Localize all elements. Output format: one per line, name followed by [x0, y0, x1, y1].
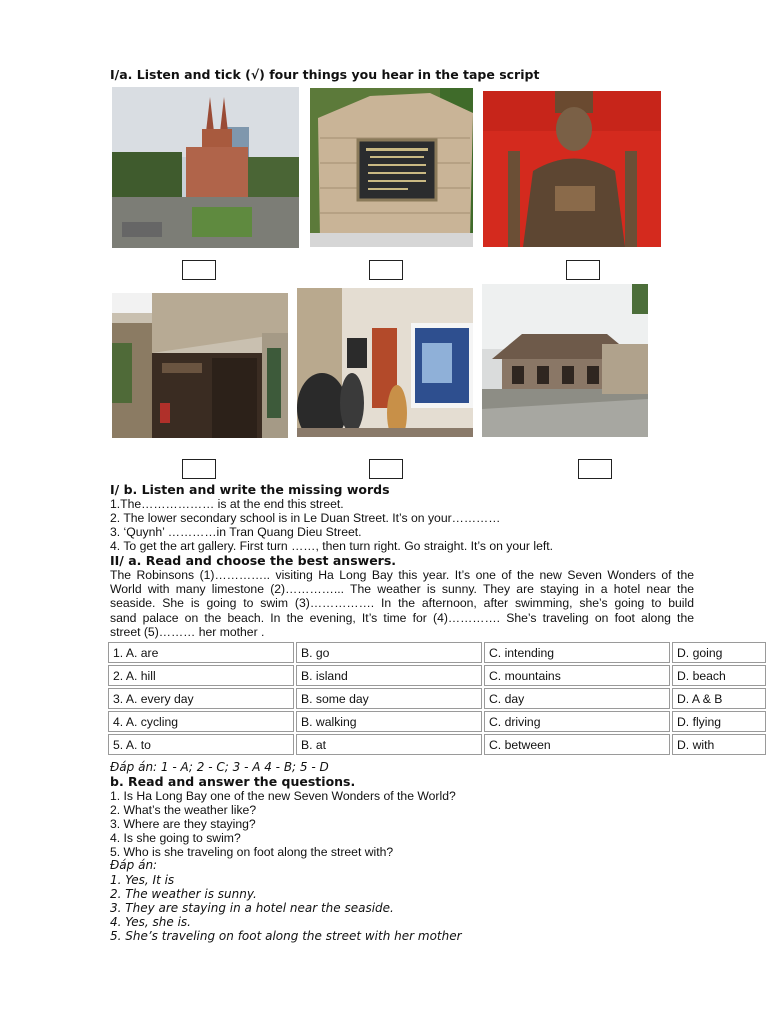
section-1a-heading: I/a. Listen and tick (√) four things you hear in the tape script [110, 67, 540, 82]
table-row [108, 688, 766, 709]
table-row [108, 734, 766, 755]
option-cell[interactable]: 5. A. to [108, 734, 294, 755]
question-1: 1. Is Ha Long Bay one of the new Seven Wonders of the World? [110, 789, 456, 803]
option-cell[interactable]: 3. A. every day [108, 688, 294, 709]
section-2a-heading: II/ a. Read and choose the best answers. [110, 553, 397, 568]
tick-box-5[interactable] [369, 459, 403, 479]
answer-label-2b: Đáp án: [110, 858, 158, 872]
tick-box-6[interactable] [578, 459, 612, 479]
photo-old-house [112, 293, 288, 438]
question-2: 2. What’s the weather like? [110, 803, 257, 817]
photo-statue [483, 91, 661, 247]
options-table [106, 640, 768, 757]
question-4: 4. Is she going to swim? [110, 831, 241, 845]
option-cell[interactable]: B. island [296, 665, 482, 686]
option-cell[interactable]: 2. A. hill [108, 665, 294, 686]
option-cell[interactable]: C. mountains [484, 665, 670, 686]
option-cell[interactable]: D. A & B [672, 688, 766, 709]
tick-box-2[interactable] [369, 260, 403, 280]
option-cell[interactable]: B. go [296, 642, 482, 663]
tick-box-4[interactable] [182, 459, 216, 479]
option-cell[interactable]: C. between [484, 734, 670, 755]
option-cell[interactable]: B. walking [296, 711, 482, 732]
question-5: 5. Who is she traveling on foot along the street with? [110, 845, 394, 859]
question-3: 3. Where are they staying? [110, 817, 256, 831]
blank-line-4: 4. To get the art gallery. First turn ……, then turn right. Go straight. It’s on your left. [110, 539, 554, 553]
photo-art-gallery [297, 288, 473, 437]
passage-line: The Robinsons (1)………….. visiting Ha Long Bay this year. It’s one of the new Seven Wonders of the [110, 568, 694, 582]
blank-line-2: 2. The lower secondary school is in Le Duan Street. It’s on your………… [110, 511, 501, 525]
table-row [108, 665, 766, 686]
option-cell[interactable]: D. going [672, 642, 766, 663]
table-row [108, 642, 766, 663]
option-cell[interactable]: D. beach [672, 665, 766, 686]
option-cell[interactable]: D. with [672, 734, 766, 755]
answer-4: 4. Yes, she is. [110, 915, 191, 929]
option-cell[interactable]: C. day [484, 688, 670, 709]
passage-line: World with many limestone (2)…………... The weather is sunny. They are staying in a hotel near the [110, 582, 694, 597]
option-cell[interactable]: B. some day [296, 688, 482, 709]
passage-line: street (5)……… her mother . [110, 624, 265, 639]
answer-5: 5. She’s traveling on foot along the street with her mother [110, 929, 462, 943]
option-cell[interactable]: D. flying [672, 711, 766, 732]
photo-cathedral [112, 87, 299, 248]
section-1b-heading: I/ b. Listen and write the missing words [110, 482, 390, 497]
answer-2: 2. The weather is sunny. [110, 887, 257, 901]
tick-box-1[interactable] [182, 260, 216, 280]
photo-covered-bridge [482, 284, 648, 437]
option-cell[interactable]: C. intending [484, 642, 670, 663]
photo-plaque [310, 88, 473, 247]
answer-key-2a: Đáp án: 1 - A; 2 - C; 3 - A 4 - B; 5 - D [110, 760, 329, 774]
reading-passage [110, 568, 694, 639]
option-cell[interactable]: B. at [296, 734, 482, 755]
blank-line-3: 3. ‘Quynh’ …………in Tran Quang Dieu Street. [110, 525, 362, 539]
blank-line-1: 1.The……………… is at the end this street. [110, 497, 344, 511]
passage-line: sand palace on the beach. In the evening, It’s time for (4)…………. She’s traveling on foot along the [110, 610, 694, 625]
option-cell[interactable]: C. driving [484, 711, 670, 732]
answer-1: 1. Yes, It is [110, 873, 175, 887]
table-row [108, 711, 766, 732]
answer-3: 3. They are staying in a hotel near the seaside. [110, 901, 394, 915]
section-2b-heading: b. Read and answer the questions. [110, 774, 356, 789]
option-cell[interactable]: 1. A. are [108, 642, 294, 663]
tick-box-3[interactable] [566, 260, 600, 280]
option-cell[interactable]: 4. A. cycling [108, 711, 294, 732]
passage-line: seaside. She is going to swim (3)……………. In the afternoon, after swimming, she’s going to build [110, 596, 694, 611]
